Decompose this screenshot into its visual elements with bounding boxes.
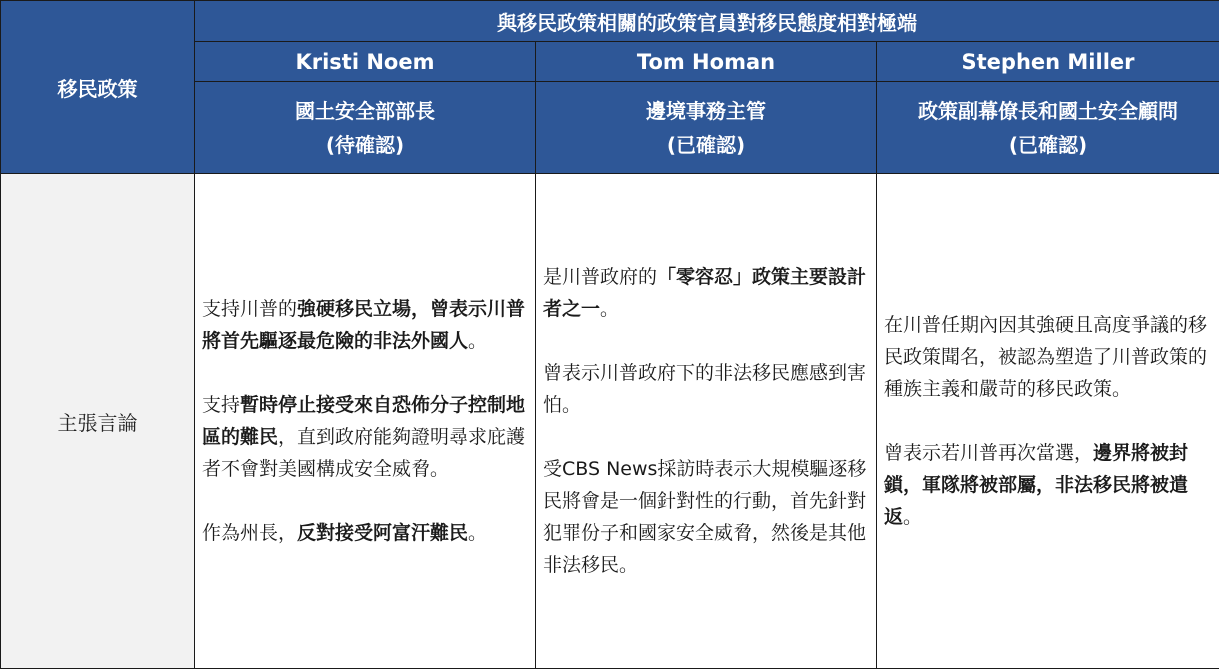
statements-cell-noem xyxy=(195,174,536,669)
statement-paragraph xyxy=(202,517,528,549)
row-label-statements: 主張言論 xyxy=(1,174,195,669)
emphasized-text: 「零容忍」政策主要設計者之一 xyxy=(543,266,867,320)
statement-text: 受CBS News採訪時表示大規模驅逐移民將會是一個針對性的行動，首先針對犯罪份子和國家安全威脅，然後是其他非法移民。 xyxy=(543,458,867,576)
official-role-miller xyxy=(877,82,1219,174)
confirmation-status: (已確認) xyxy=(666,132,746,157)
emphasized-text: 邊界將被封鎖，軍隊將被部屬，非法移民將被遣返 xyxy=(884,442,1189,528)
official-role-homan xyxy=(536,82,877,174)
statement-text: 。 xyxy=(468,330,488,352)
emphasized-text: 暫時停止接受來自恐佈分子控制地區的難民 xyxy=(202,394,526,448)
confirmation-status: (待確認) xyxy=(325,132,405,157)
statement-paragraph xyxy=(884,309,1212,405)
official-name-noem: Kristi Noem xyxy=(195,42,536,82)
statement-paragraph xyxy=(202,293,528,357)
official-name-homan: Tom Homan xyxy=(536,42,877,82)
statements-cell-miller xyxy=(877,174,1219,669)
role-title: 邊境事務主管 xyxy=(646,98,766,123)
statement-text: 支持 xyxy=(202,394,241,416)
statement-text: 。 xyxy=(903,506,923,528)
statement-text: 。 xyxy=(468,522,488,544)
statements-cell-homan xyxy=(536,174,877,669)
statement-text: 作為州長， xyxy=(202,522,298,544)
statement-text: 曾表示川普政府下的非法移民應感到害怕。 xyxy=(543,362,867,416)
statement-text: 支持川普的 xyxy=(202,298,298,320)
emphasized-text: 反對接受阿富汗難民 xyxy=(297,522,469,544)
statement-text: 曾表示若川普再次當選， xyxy=(884,442,1094,464)
statement-paragraph xyxy=(543,357,869,421)
role-title: 政策副幕僚長和國土安全顧問 xyxy=(918,98,1178,123)
row-label-header: 移民政策 xyxy=(1,1,195,174)
group-title: 與移民政策相關的政策官員對移民態度相對極端 xyxy=(195,1,1219,42)
statement-paragraph xyxy=(543,261,869,325)
statement-text: 。 xyxy=(600,298,620,320)
confirmation-status: (已確認) xyxy=(1008,132,1088,157)
statement-text: 是川普政府的 xyxy=(543,266,658,288)
official-role-noem xyxy=(195,82,536,174)
statement-paragraph xyxy=(543,453,869,581)
statement-text: 在川普任期內因其強硬且高度爭議的移民政策聞名，被認為塑造了川普政策的種族主義和嚴苛的移民政策。 xyxy=(884,314,1208,400)
statement-paragraph xyxy=(884,437,1212,533)
emphasized-text: 強硬移民立場，曾表示川普將首先驅逐最危險的非法外國人 xyxy=(202,298,526,352)
statement-text: ，直到政府能夠證明尋求庇護者不會對美國構成安全威脅。 xyxy=(202,426,526,480)
official-name-miller: Stephen Miller xyxy=(877,42,1219,82)
statement-paragraph xyxy=(202,389,528,485)
role-title: 國土安全部部長 xyxy=(295,98,435,123)
